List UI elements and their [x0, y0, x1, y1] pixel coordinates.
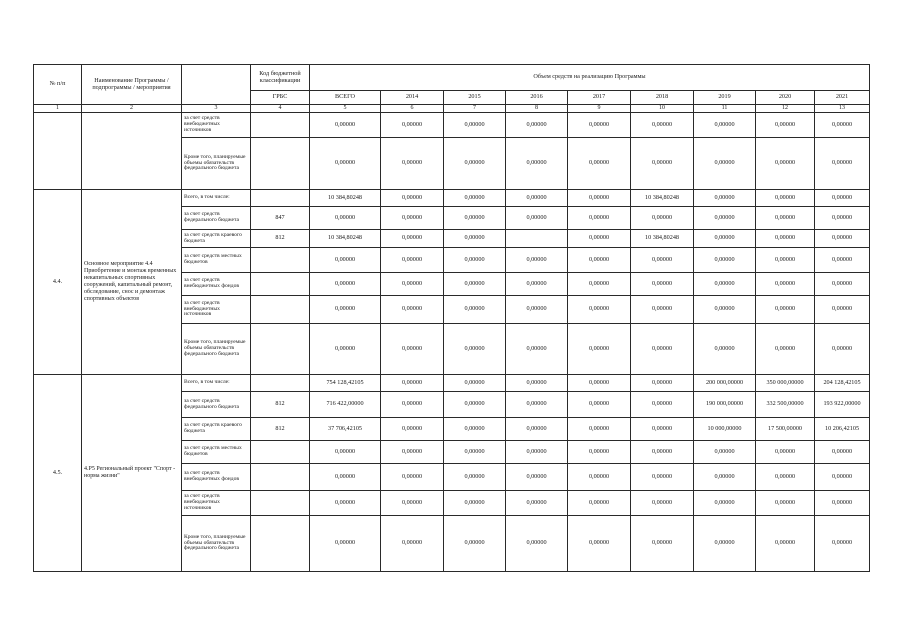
header-year: 2014 — [381, 91, 444, 105]
amount-cell: 0,00000 — [815, 324, 870, 375]
amount-cell: 0,00000 — [506, 516, 568, 572]
amount-cell: 0,00000 — [444, 464, 506, 491]
grbs-code: 812 — [251, 230, 310, 248]
header-blank — [182, 65, 251, 105]
amount-cell: 0,00000 — [310, 464, 381, 491]
amount-cell: 0,00000 — [815, 273, 870, 296]
amount-cell: 0,00000 — [694, 324, 756, 375]
amount-cell: 0,00000 — [815, 441, 870, 464]
grbs-code — [251, 248, 310, 273]
funding-source: за счет средств внебюджетных источников — [182, 491, 251, 516]
amount-cell: 17 500,00000 — [756, 418, 815, 441]
header-year: 2018 — [631, 91, 694, 105]
funding-source: за счет средств местных бюджетов — [182, 441, 251, 464]
header-num: № п/п — [34, 65, 82, 105]
header-year: 2021 — [815, 91, 870, 105]
amount-cell: 0,00000 — [568, 113, 631, 138]
amount-cell: 0,00000 — [568, 273, 631, 296]
grbs-code — [251, 516, 310, 572]
amount-cell: 0,00000 — [631, 324, 694, 375]
funding-source: Всего, в том числе: — [182, 375, 251, 392]
amount-cell: 0,00000 — [506, 375, 568, 392]
amount-cell: 0,00000 — [694, 230, 756, 248]
amount-cell: 0,00000 — [694, 248, 756, 273]
amount-cell: 0,00000 — [310, 248, 381, 273]
amount-cell: 0,00000 — [694, 113, 756, 138]
header-year: ВСЕГО — [310, 91, 381, 105]
item-number: 4.5. — [34, 375, 82, 572]
amount-cell: 0,00000 — [756, 113, 815, 138]
item-name: 4.P5 Региональный проект "Спорт - норма жизни" — [82, 375, 182, 572]
header-year: 2020 — [756, 91, 815, 105]
amount-cell: 0,00000 — [694, 138, 756, 190]
amount-cell: 0,00000 — [506, 113, 568, 138]
amount-cell: 0,00000 — [694, 190, 756, 207]
amount-cell: 0,00000 — [631, 491, 694, 516]
grbs-code: 847 — [251, 207, 310, 230]
amount-cell: 0,00000 — [381, 248, 444, 273]
grbs-code — [251, 113, 310, 138]
amount-cell: 0,00000 — [381, 138, 444, 190]
budget-table — [33, 64, 870, 572]
amount-cell: 0,00000 — [631, 464, 694, 491]
amount-cell: 0,00000 — [568, 464, 631, 491]
amount-cell: 0,00000 — [631, 392, 694, 418]
funding-source: Всего, в том числе: — [182, 190, 251, 207]
amount-cell: 0,00000 — [568, 441, 631, 464]
amount-cell: 0,00000 — [310, 273, 381, 296]
amount-cell: 10 000,00000 — [694, 418, 756, 441]
amount-cell: 0,00000 — [381, 324, 444, 375]
amount-cell: 0,00000 — [756, 230, 815, 248]
amount-cell: 10 384,80248 — [310, 230, 381, 248]
amount-cell: 0,00000 — [444, 491, 506, 516]
amount-cell: 0,00000 — [631, 516, 694, 572]
amount-cell: 0,00000 — [381, 392, 444, 418]
amount-cell: 0,00000 — [756, 190, 815, 207]
amount-cell: 0,00000 — [310, 138, 381, 190]
header-year: 2019 — [694, 91, 756, 105]
amount-cell: 0,00000 — [568, 491, 631, 516]
amount-cell: 0,00000 — [815, 491, 870, 516]
amount-cell: 0,00000 — [815, 248, 870, 273]
amount-cell: 0,00000 — [506, 441, 568, 464]
amount-cell: 0,00000 — [444, 441, 506, 464]
amount-cell: 0,00000 — [444, 138, 506, 190]
amount-cell: 0,00000 — [444, 516, 506, 572]
grbs-code — [251, 190, 310, 207]
amount-cell: 0,00000 — [444, 230, 506, 248]
funding-source: за счет средств внебюджетных источников — [182, 113, 251, 138]
table-row — [34, 113, 870, 138]
column-index: 10 — [631, 105, 694, 113]
amount-cell: 0,00000 — [444, 207, 506, 230]
amount-cell: 0,00000 — [568, 392, 631, 418]
grbs-code — [251, 491, 310, 516]
amount-cell: 0,00000 — [756, 464, 815, 491]
amount-cell: 0,00000 — [568, 516, 631, 572]
amount-cell: 0,00000 — [506, 464, 568, 491]
funding-source: за счет средств местных бюджетов — [182, 248, 251, 273]
funding-source: за счет средств федерального бюджета — [182, 207, 251, 230]
amount-cell: 0,00000 — [631, 441, 694, 464]
grbs-code — [251, 296, 310, 324]
amount-cell: 350 000,00000 — [756, 375, 815, 392]
amount-cell: 716 422,00000 — [310, 392, 381, 418]
header-grbs: ГРБС — [251, 91, 310, 105]
column-index: 4 — [251, 105, 310, 113]
grbs-code — [251, 324, 310, 375]
amount-cell: 0,00000 — [506, 392, 568, 418]
grbs-code — [251, 375, 310, 392]
amount-cell: 0,00000 — [310, 491, 381, 516]
amount-cell: 0,00000 — [694, 296, 756, 324]
amount-cell: 0,00000 — [381, 273, 444, 296]
column-index: 1 — [34, 105, 82, 113]
amount-cell: 0,00000 — [631, 248, 694, 273]
amount-cell: 0,00000 — [381, 441, 444, 464]
amount-cell: 0,00000 — [381, 516, 444, 572]
amount-cell: 0,00000 — [444, 375, 506, 392]
amount-cell: 0,00000 — [568, 207, 631, 230]
header-volume: Объем средств на реализацию Программы — [310, 65, 870, 91]
amount-cell: 0,00000 — [310, 441, 381, 464]
amount-cell: 0,00000 — [631, 375, 694, 392]
funding-source: за счет средств краевого бюджета — [182, 230, 251, 248]
amount-cell: 0,00000 — [381, 375, 444, 392]
amount-cell: 190 000,00000 — [694, 392, 756, 418]
table-row — [34, 375, 870, 392]
amount-cell: 0,00000 — [694, 516, 756, 572]
column-index: 2 — [82, 105, 182, 113]
amount-cell: 0,00000 — [815, 516, 870, 572]
header-year: 2015 — [444, 91, 506, 105]
amount-cell: 0,00000 — [568, 296, 631, 324]
column-index: 13 — [815, 105, 870, 113]
header-code: Код бюджетной классификации — [251, 65, 310, 91]
grbs-code: 812 — [251, 418, 310, 441]
amount-cell: 0,00000 — [506, 207, 568, 230]
amount-cell: 0,00000 — [756, 491, 815, 516]
amount-cell: 0,00000 — [568, 138, 631, 190]
amount-cell: 0,00000 — [310, 207, 381, 230]
header-name: Наименование Программы / подпрограммы / мероприятия — [82, 65, 182, 105]
amount-cell: 10 384,80248 — [310, 190, 381, 207]
amount-cell: 0,00000 — [631, 138, 694, 190]
amount-cell: 0,00000 — [444, 248, 506, 273]
grbs-code: 812 — [251, 392, 310, 418]
amount-cell: 0,00000 — [815, 207, 870, 230]
amount-cell: 0,00000 — [756, 324, 815, 375]
amount-cell: 0,00000 — [310, 324, 381, 375]
item-number: 4.4. — [34, 190, 82, 375]
column-index: 3 — [182, 105, 251, 113]
amount-cell: 0,00000 — [506, 138, 568, 190]
amount-cell: 0,00000 — [444, 113, 506, 138]
amount-cell: 0,00000 — [444, 392, 506, 418]
funding-source: Кроме того, планируемые объемы обязательств федерального бюджета — [182, 324, 251, 375]
column-index: 12 — [756, 105, 815, 113]
amount-cell: 0,00000 — [694, 491, 756, 516]
amount-cell: 0,00000 — [756, 138, 815, 190]
amount-cell: 0,00000 — [756, 207, 815, 230]
amount-cell: 0,00000 — [506, 296, 568, 324]
amount-cell: 0,00000 — [444, 324, 506, 375]
amount-cell: 0,00000 — [815, 464, 870, 491]
amount-cell: 0,00000 — [694, 207, 756, 230]
amount-cell: 0,00000 — [568, 418, 631, 441]
column-index: 6 — [381, 105, 444, 113]
amount-cell: 0,00000 — [815, 190, 870, 207]
amount-cell: 0,00000 — [631, 273, 694, 296]
amount-cell: 332 500,00000 — [756, 392, 815, 418]
amount-cell: 0,00000 — [310, 296, 381, 324]
amount-cell: 0,00000 — [815, 230, 870, 248]
amount-cell: 0,00000 — [444, 273, 506, 296]
amount-cell: 0,00000 — [381, 207, 444, 230]
amount-cell: 0,00000 — [631, 418, 694, 441]
item-name — [82, 113, 182, 190]
amount-cell: 0,00000 — [631, 207, 694, 230]
grbs-code — [251, 464, 310, 491]
grbs-code — [251, 441, 310, 464]
column-index: 5 — [310, 105, 381, 113]
funding-source: за счет средств краевого бюджета — [182, 418, 251, 441]
amount-cell: 0,00000 — [694, 441, 756, 464]
header-year: 2017 — [568, 91, 631, 105]
amount-cell: 0,00000 — [756, 516, 815, 572]
amount-cell: 0,00000 — [756, 273, 815, 296]
amount-cell: 0,00000 — [568, 324, 631, 375]
amount-cell: 0,00000 — [381, 113, 444, 138]
amount-cell: 0,00000 — [381, 418, 444, 441]
column-index: 8 — [506, 105, 568, 113]
amount-cell: 0,00000 — [506, 324, 568, 375]
amount-cell: 0,00000 — [381, 296, 444, 324]
amount-cell: 0,00000 — [506, 273, 568, 296]
item-name: Основное мероприятие 4.4 Приобретение и монтаж временных некапитальных спортивных сооружений, капитальный ремонт, обследование, снос и демонтаж спортивных объектов — [82, 190, 182, 375]
table-row — [34, 190, 870, 207]
amount-cell: 0,00000 — [756, 296, 815, 324]
grbs-code — [251, 138, 310, 190]
funding-source: за счет средств федерального бюджета — [182, 392, 251, 418]
amount-cell: 0,00000 — [631, 296, 694, 324]
amount-cell: 0,00000 — [815, 296, 870, 324]
funding-source: за счет средств внебюджетных фондов — [182, 464, 251, 491]
item-number — [34, 113, 82, 190]
funding-source: Кроме того, планируемые объемы обязательств федерального бюджета — [182, 138, 251, 190]
amount-cell: 0,00000 — [568, 230, 631, 248]
amount-cell: 37 706,42105 — [310, 418, 381, 441]
funding-source: за счет средств внебюджетных фондов — [182, 273, 251, 296]
amount-cell: 204 128,42105 — [815, 375, 870, 392]
amount-cell: 0,00000 — [310, 113, 381, 138]
amount-cell: 754 128,42105 — [310, 375, 381, 392]
amount-cell: 0,00000 — [506, 248, 568, 273]
grbs-code — [251, 273, 310, 296]
amount-cell: 0,00000 — [694, 464, 756, 491]
amount-cell: 0,00000 — [444, 296, 506, 324]
amount-cell: 0,00000 — [310, 516, 381, 572]
funding-source: за счет средств внебюджетных источников — [182, 296, 251, 324]
amount-cell: 193 922,00000 — [815, 392, 870, 418]
amount-cell: 0,00000 — [756, 248, 815, 273]
funding-source: Кроме того, планируемые объемы обязательств федерального бюджета — [182, 516, 251, 572]
amount-cell: 0,00000 — [381, 230, 444, 248]
amount-cell: 0,00000 — [815, 113, 870, 138]
amount-cell: 0,00000 — [631, 113, 694, 138]
amount-cell: 0,00000 — [568, 248, 631, 273]
amount-cell: 0,00000 — [381, 464, 444, 491]
amount-cell: 10 384,80248 — [631, 190, 694, 207]
amount-cell: 0,00000 — [381, 190, 444, 207]
amount-cell: 0,00000 — [568, 375, 631, 392]
amount-cell: 0,00000 — [506, 190, 568, 207]
header-year: 2016 — [506, 91, 568, 105]
amount-cell — [506, 230, 568, 248]
amount-cell: 0,00000 — [444, 418, 506, 441]
amount-cell: 0,00000 — [506, 491, 568, 516]
column-index: 7 — [444, 105, 506, 113]
amount-cell: 0,00000 — [756, 441, 815, 464]
amount-cell: 0,00000 — [506, 418, 568, 441]
amount-cell: 0,00000 — [381, 491, 444, 516]
column-index: 11 — [694, 105, 756, 113]
amount-cell: 200 000,00000 — [694, 375, 756, 392]
amount-cell: 10 206,42105 — [815, 418, 870, 441]
column-index: 9 — [568, 105, 631, 113]
amount-cell: 0,00000 — [444, 190, 506, 207]
amount-cell: 0,00000 — [815, 138, 870, 190]
amount-cell: 10 384,80248 — [631, 230, 694, 248]
amount-cell: 0,00000 — [568, 190, 631, 207]
amount-cell: 0,00000 — [694, 273, 756, 296]
